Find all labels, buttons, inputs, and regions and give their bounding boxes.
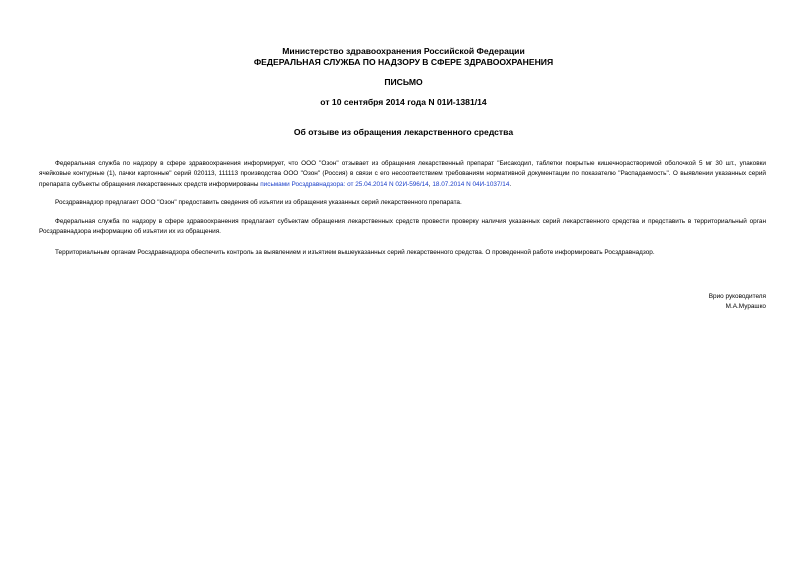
paragraph-1	[39, 159, 766, 190]
signatory-role: Врио руководителя	[708, 293, 766, 300]
document-type: ПИСЬМО	[384, 77, 423, 87]
letter-link-25-04-2014[interactable]: письмами Росздравнадзора: от 25.04.2014 N 02И-596/14	[260, 180, 429, 188]
letter-link-18-07-2014[interactable]: 18.07.2014 N 04И-1037/14	[432, 180, 510, 188]
service-name: ФЕДЕРАЛЬНАЯ СЛУЖБА ПО НАДЗОРУ В СФЕРЕ ЗДРАВООХРАНЕНИЯ	[253, 57, 554, 67]
paragraph-3: Федеральная служба по надзору в сфере здравоохранения предлагает субъектам обращения лекарственных средств провести проверку наличия указанных серий лекарственного средства и представить в территориальный орган Росздравнадзора информацию об изъятии их из обращения.	[39, 218, 766, 236]
paragraph-1-end: .	[509, 180, 512, 188]
document-subject: Об отзыве из обращения лекарственного средства	[293, 127, 514, 137]
paragraph-1-separator: ,	[428, 180, 433, 188]
paragraph-4: Территориальным органам Росздравнадзора обеспечить контроль за выявлением и изъятием вышеуказанных серий лекарственного средства. О проведенной работе информировать Росздравнадзор.	[55, 249, 655, 256]
document-date-number: от 10 сентября 2014 года N 01И-1381/14	[320, 97, 487, 107]
ministry-name: Министерство здравоохранения Российской Федерации	[282, 46, 525, 56]
paragraph-1-text: Федеральная служба по надзору в сфере здравоохранения информирует, что ООО "Озон" отзывает из обращения лекарственный препарат "Бисакодил, таблетки покрытые кишечнорастворимой оболочкой 5 мг 30 шт., упаковки ячейковые контурные (1), пачки картонные" серий 020113, 111113 производства ООО "Озон" (Россия) в связи с его несоответствием требованиям нормативной документации по показателю "Распадаемость". О выявлении указанных серий препарата субъекты обращения лекарственных средств информированы	[39, 160, 766, 188]
signatory-name: М.А.Мурашко	[725, 303, 766, 310]
paragraph-2: Росздравнадзор предлагает ООО "Озон" предоставить сведения об изъятии из обращения указанных серий лекарственного препарата.	[55, 199, 462, 206]
